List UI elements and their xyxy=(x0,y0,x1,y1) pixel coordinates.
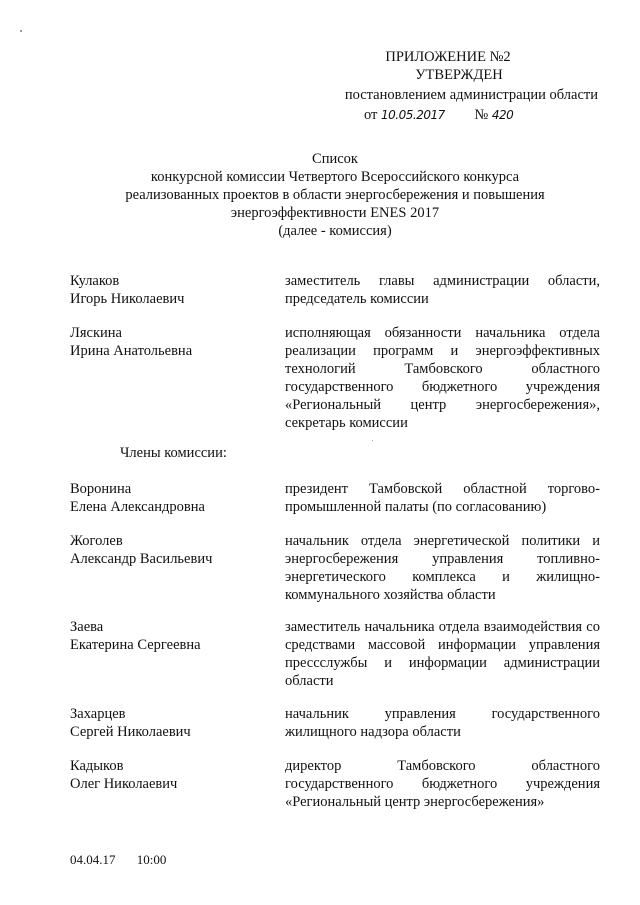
member-surname: Захарцев xyxy=(70,706,126,722)
print-timestamp xyxy=(70,851,166,869)
member-name xyxy=(70,272,270,308)
member-given-names: Сергей Николаевич xyxy=(70,724,191,740)
member-name xyxy=(70,705,270,741)
print-time: 10:00 xyxy=(136,852,167,867)
document-title xyxy=(70,150,600,240)
date-prefix: от xyxy=(364,107,378,123)
member-role: президент Тамбовской областной торгово-промышленной палаты (по согласованию) xyxy=(285,481,600,515)
title-line: энергоэффективности ENES 2017 xyxy=(230,205,440,221)
title-line: конкурсной комиссии Четвертого Всероссийского конкурса xyxy=(150,169,520,185)
member-name xyxy=(70,532,270,568)
member-given-names: Екатерина Сергеевна xyxy=(70,637,201,653)
member-given-names: Александр Васильевич xyxy=(70,551,213,567)
member-given-names: Елена Александровна xyxy=(70,499,205,515)
appendix-label: ПРИЛОЖЕНИЕ №2 xyxy=(385,49,511,65)
approval-header xyxy=(298,48,598,124)
member-name xyxy=(70,480,270,516)
handwritten-date: 10.05.2017 xyxy=(381,108,445,122)
member-role: заместитель главы администрации области, председатель комиссии xyxy=(285,273,600,307)
member-surname: Заева xyxy=(70,619,104,635)
member-name xyxy=(70,757,270,793)
scan-speck xyxy=(20,30,22,32)
approval-date-line xyxy=(298,106,598,124)
member-given-names: Олег Николаевич xyxy=(70,776,178,792)
handwritten-number: 420 xyxy=(491,108,514,122)
member-surname: Кадыков xyxy=(70,758,124,774)
title-line: Список xyxy=(312,151,358,167)
approved-label: УТВЕРЖДЕН xyxy=(415,67,503,83)
member-role: директор Тамбовского областного государственного бюджетного учреждения «Региональный центр энергосбережения» xyxy=(285,758,600,810)
print-date: 04.04.17 xyxy=(70,852,116,867)
member-given-names: Игорь Николаевич xyxy=(70,291,185,307)
member-role: заместитель начальника отдела взаимодействия со средствами массовой информации управления прессслужбы и информации администрации области xyxy=(285,619,600,689)
scan-speck-middle xyxy=(372,440,373,441)
member-surname: Воронина xyxy=(70,481,132,497)
member-surname: Ляскина xyxy=(70,325,122,341)
member-name xyxy=(70,324,270,360)
title-line: (далее - комиссия) xyxy=(278,223,392,239)
member-surname: Кулаков xyxy=(70,273,120,289)
member-role: начальник управления государственного жилищного надзора области xyxy=(285,706,600,740)
member-role: исполняющая обязанности начальника отдела реализации программ и энергоэффективных технологий Тамбовского областного государственного бюджетного учреждения «Региональный центр энергосбережения», секретарь комиссии xyxy=(285,325,600,431)
number-label: № xyxy=(474,107,489,123)
approval-authority: постановлением администрации области xyxy=(344,87,598,103)
member-name xyxy=(70,618,270,654)
member-role: начальник отдела энергетической политики и энергосбережения управления топливно-энергетического комплекса и жилищно-коммунального хозяйства области xyxy=(285,533,600,603)
title-line: реализованных проектов в области энергосбережения и повышения xyxy=(125,187,545,203)
member-surname: Жоголев xyxy=(70,533,123,549)
member-given-names: Ирина Анатольевна xyxy=(70,343,193,359)
members-heading: Члены комиссии: xyxy=(120,445,227,461)
